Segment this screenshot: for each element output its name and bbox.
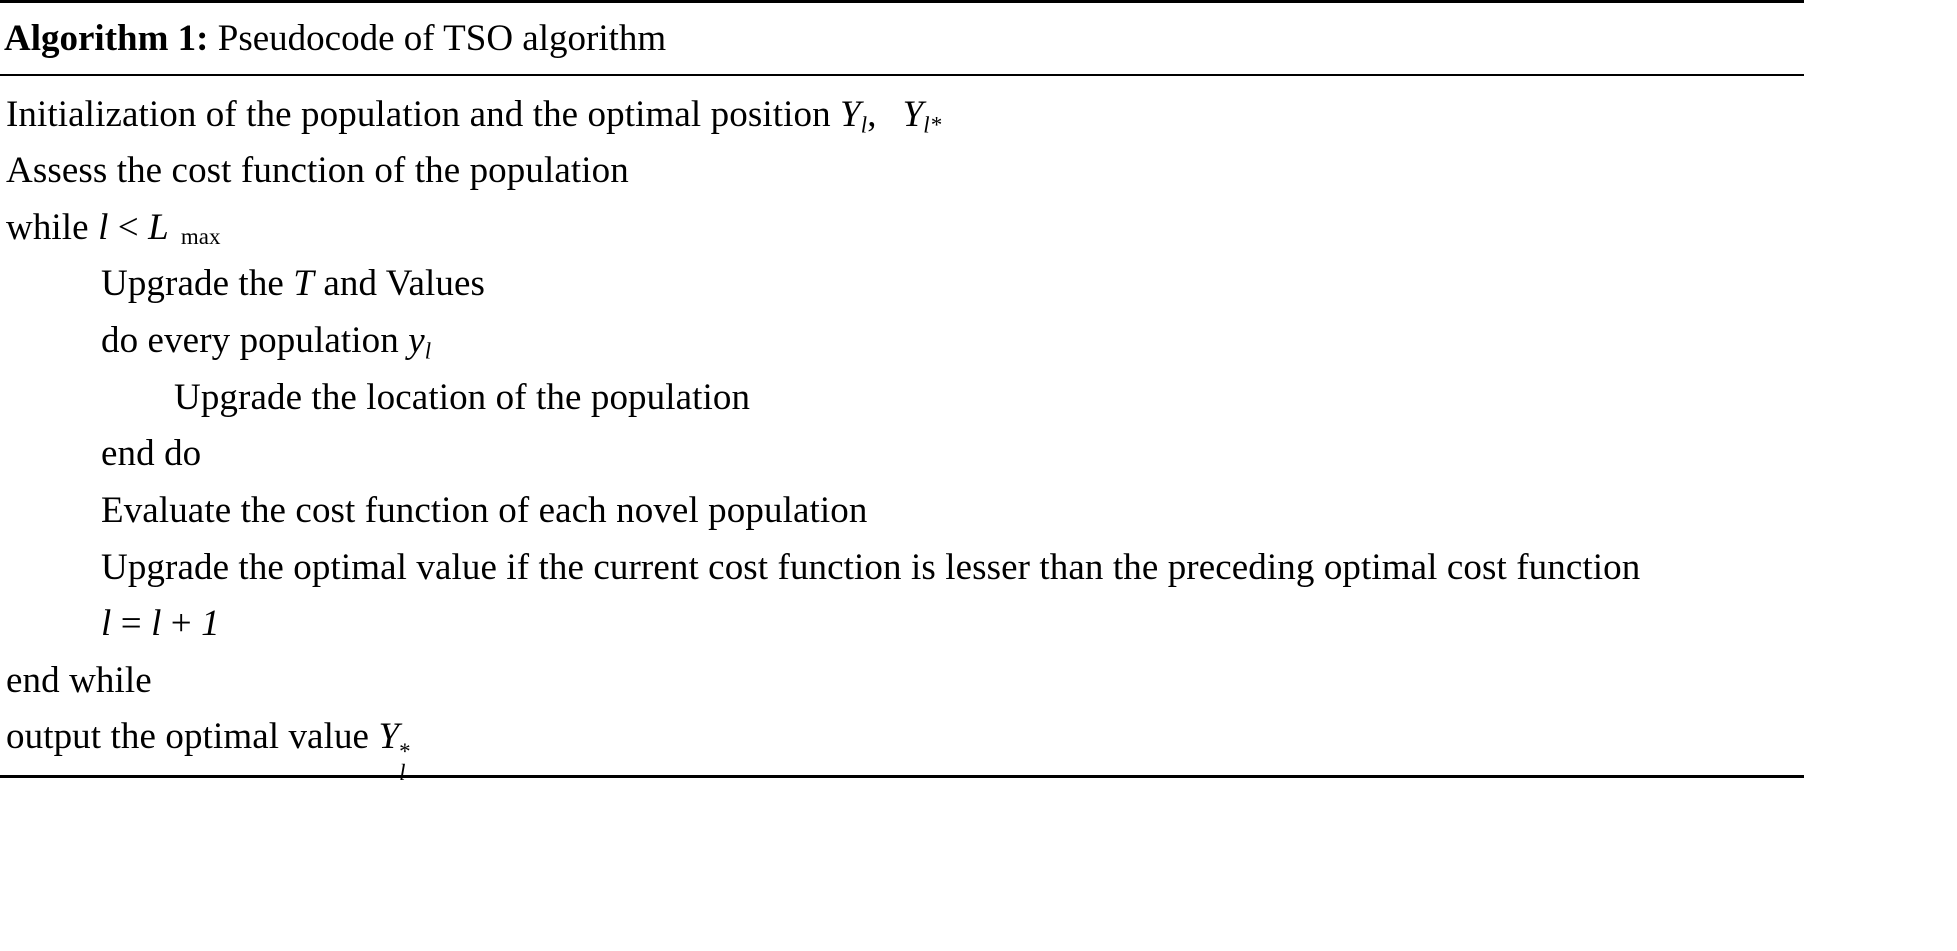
symbol-Y: Y: [840, 93, 861, 135]
line-6-text: Upgrade the location of the population: [174, 376, 751, 418]
pseudocode-line-6: [4, 370, 1800, 427]
pseudocode-line-1: [4, 87, 1800, 144]
line-8-text: Evaluate the cost function of each novel population: [101, 489, 868, 531]
symbol-L: L: [148, 206, 169, 248]
operator-lt: <: [108, 206, 149, 248]
pseudocode-line-4: [4, 256, 1800, 313]
rule-bottom: [0, 775, 1804, 778]
symbol-y: y: [408, 320, 425, 362]
symbol-T: T: [293, 263, 314, 305]
symbol-l-right: l: [151, 603, 162, 645]
symbol-Y-star: Y: [902, 93, 924, 135]
superscript-star: *: [399, 739, 411, 765]
line-2-text: Assess the cost function of the population: [6, 150, 629, 192]
symbol-Y-output: Y: [378, 716, 400, 758]
symbol-y-subscript: l: [424, 338, 432, 364]
line-4-text-post: and Values: [313, 263, 485, 305]
line-4-text-pre: Upgrade the: [101, 263, 294, 305]
symbol-l-left: l: [101, 603, 112, 645]
pseudocode-line-3: [4, 200, 1800, 257]
line-5-text: do every population: [101, 320, 409, 362]
subscript-l: l: [399, 760, 406, 786]
line-1-text: Initialization of the population and the optimal position: [6, 93, 841, 135]
symbol-Y-subscript: l: [860, 112, 868, 138]
line-9-text: Upgrade the optimal value if the current cost function is lesser than the preceding optimal cost function: [101, 546, 1641, 588]
pseudocode-line-5: [4, 313, 1800, 370]
pseudocode-line-10: [4, 596, 1800, 653]
keyword-while: while: [6, 206, 99, 248]
algorithm-caption: [0, 3, 1804, 74]
number-one: 1: [201, 603, 220, 645]
pseudocode-line-9: [4, 540, 1800, 597]
pseudocode-line-11: [4, 653, 1800, 710]
pseudocode-line-7: [4, 426, 1800, 483]
pseudocode-line-2: [4, 143, 1800, 200]
operator-plus: +: [161, 603, 202, 645]
pseudocode-body: [0, 76, 1804, 786]
pseudocode-line-8: [4, 483, 1800, 540]
symbol-l: l: [98, 206, 109, 248]
line-1-comma: ,: [867, 93, 877, 135]
pseudocode-line-12: [4, 709, 1800, 786]
algorithm-number: Algorithm 1:: [4, 18, 209, 59]
line-12-text: output the optimal value: [6, 716, 379, 758]
algorithm-title: Pseudocode of TSO algorithm: [217, 18, 667, 59]
symbol-Y-star-subscript: l*: [923, 112, 942, 138]
symbol-L-subscript-max: max: [180, 223, 221, 249]
operator-eq: =: [111, 603, 152, 645]
keyword-end-do: end do: [101, 433, 202, 475]
keyword-end-while: end while: [6, 659, 152, 701]
